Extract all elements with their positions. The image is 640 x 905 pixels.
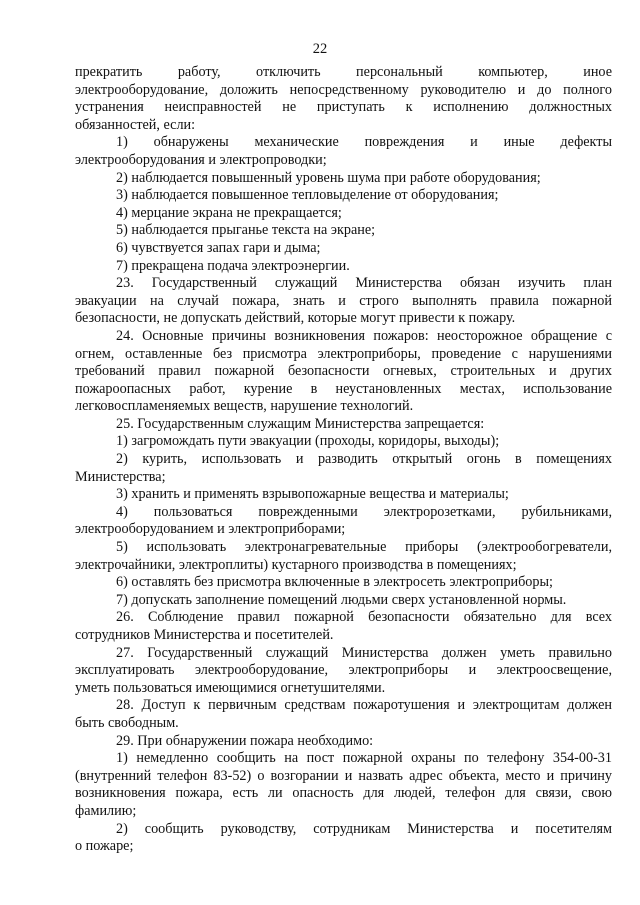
- page-number: 22: [312, 41, 328, 57]
- text-line: 5) использовать электронагревательные приборы (электрообогреватели,: [116, 539, 612, 556]
- text-line: 27. Государственный служащий Министерства должен уметь правильно: [116, 644, 612, 661]
- text-line: фамилию;: [75, 802, 137, 819]
- text-line: 3) хранить и применять взрывопожарные вещества и материалы;: [116, 486, 509, 503]
- text-line: 7) допускать заполнение помещений людьми сверх установленной нормы.: [116, 591, 567, 608]
- text-line: 2) сообщить руководству, сотрудникам Министерства и посетителям: [116, 820, 612, 837]
- text-line: 7) прекращена подача электроэнергии.: [116, 257, 350, 274]
- text-line: электрочайники, электроплиты) кустарного производства в помещениях;: [75, 556, 517, 573]
- text-line: уметь пользоваться имеющимися огнетушителями.: [75, 679, 386, 696]
- text-line: 23. Государственный служащий Министерства обязан изучить план: [116, 275, 612, 292]
- text-line: 1) немедленно сообщить на пост пожарной охраны по телефону 354-00-31: [116, 750, 612, 767]
- text-line: 2) курить, использовать и разводить открытый огонь в помещениях: [116, 451, 612, 468]
- text-line: 5) наблюдается прыганье текста на экране;: [116, 222, 376, 239]
- text-line: безопасности, не допускать действий, которые могут привести к пожару.: [75, 310, 516, 327]
- text-line: эксплуатировать электрооборудование, электроприборы и электроосвещение,: [75, 662, 612, 679]
- text-line: 4) мерцание экрана не прекращается;: [116, 204, 342, 221]
- text-line: прекратить работу, отключить персональный компьютер, иное: [75, 64, 612, 80]
- text-line: устранения неисправностей не приступать к исполнению должностных: [75, 99, 612, 116]
- text-line: электрооборудованием и электроприборами;: [75, 521, 346, 538]
- document-body: [75, 64, 612, 856]
- text-line: 6) оставлять без присмотра включенные в электросеть электроприборы;: [116, 574, 553, 591]
- text-line: (внутренний телефон 83-52) о возгорании и назвать адрес объекта, место и причину: [75, 767, 612, 784]
- text-line: легковоспламеняемых веществ, нарушение технологий.: [75, 398, 414, 415]
- text-line: 24. Основные причины возникновения пожаров: неосторожное обращение с: [116, 327, 612, 344]
- text-line: Министерства;: [75, 468, 166, 485]
- text-line: 25. Государственным служащим Министерства запрещается:: [116, 415, 485, 432]
- text-line: 2) наблюдается повышенный уровень шума при работе оборудования;: [116, 169, 541, 186]
- text-line: 4) пользоваться поврежденными электророзетками, рубильниками,: [116, 503, 612, 520]
- text-line: огнем, оставленные без присмотра электроприборы, проведение с нарушениями: [75, 345, 612, 362]
- text-line: 6) чувствуется запах гари и дыма;: [116, 239, 321, 256]
- text-line: 3) наблюдается повышенное тепловыделение от оборудования;: [116, 187, 499, 204]
- text-line: быть свободным.: [75, 714, 179, 731]
- text-line: электрооборудование, доложить непосредственному руководителю и до полного: [75, 81, 612, 98]
- text-line: требований правил пожарной безопасности огневых, строительных и других: [75, 363, 612, 380]
- text-line: 29. При обнаружении пожара необходимо:: [116, 732, 374, 749]
- text-line: 28. Доступ к первичным средствам пожаротушения и электрощитам должен: [116, 697, 612, 714]
- text-line: обязанностей, если:: [75, 116, 196, 133]
- text-line: сотрудников Министерства и посетителей.: [75, 627, 334, 643]
- text-line: 1) загромождать пути эвакуации (проходы, коридоры, выходы);: [116, 433, 500, 450]
- text-line: 26. Соблюдение правил пожарной безопасности обязательно для всех: [116, 609, 612, 626]
- text-line: пожароопасных работ, курение в неустановленных местах, использование: [75, 380, 612, 397]
- text-line: о пожаре;: [75, 838, 134, 855]
- text-line: возникновения пожара, есть ли опасность для людей, телефон для связи, свою: [75, 785, 612, 802]
- text-line: электрооборудования и электропроводки;: [75, 151, 327, 168]
- text-line: эвакуации на случай пожара, знать и строго выполнять правила пожарной: [75, 292, 612, 309]
- text-line: 1) обнаружены механические повреждения и иные дефекты: [116, 134, 612, 151]
